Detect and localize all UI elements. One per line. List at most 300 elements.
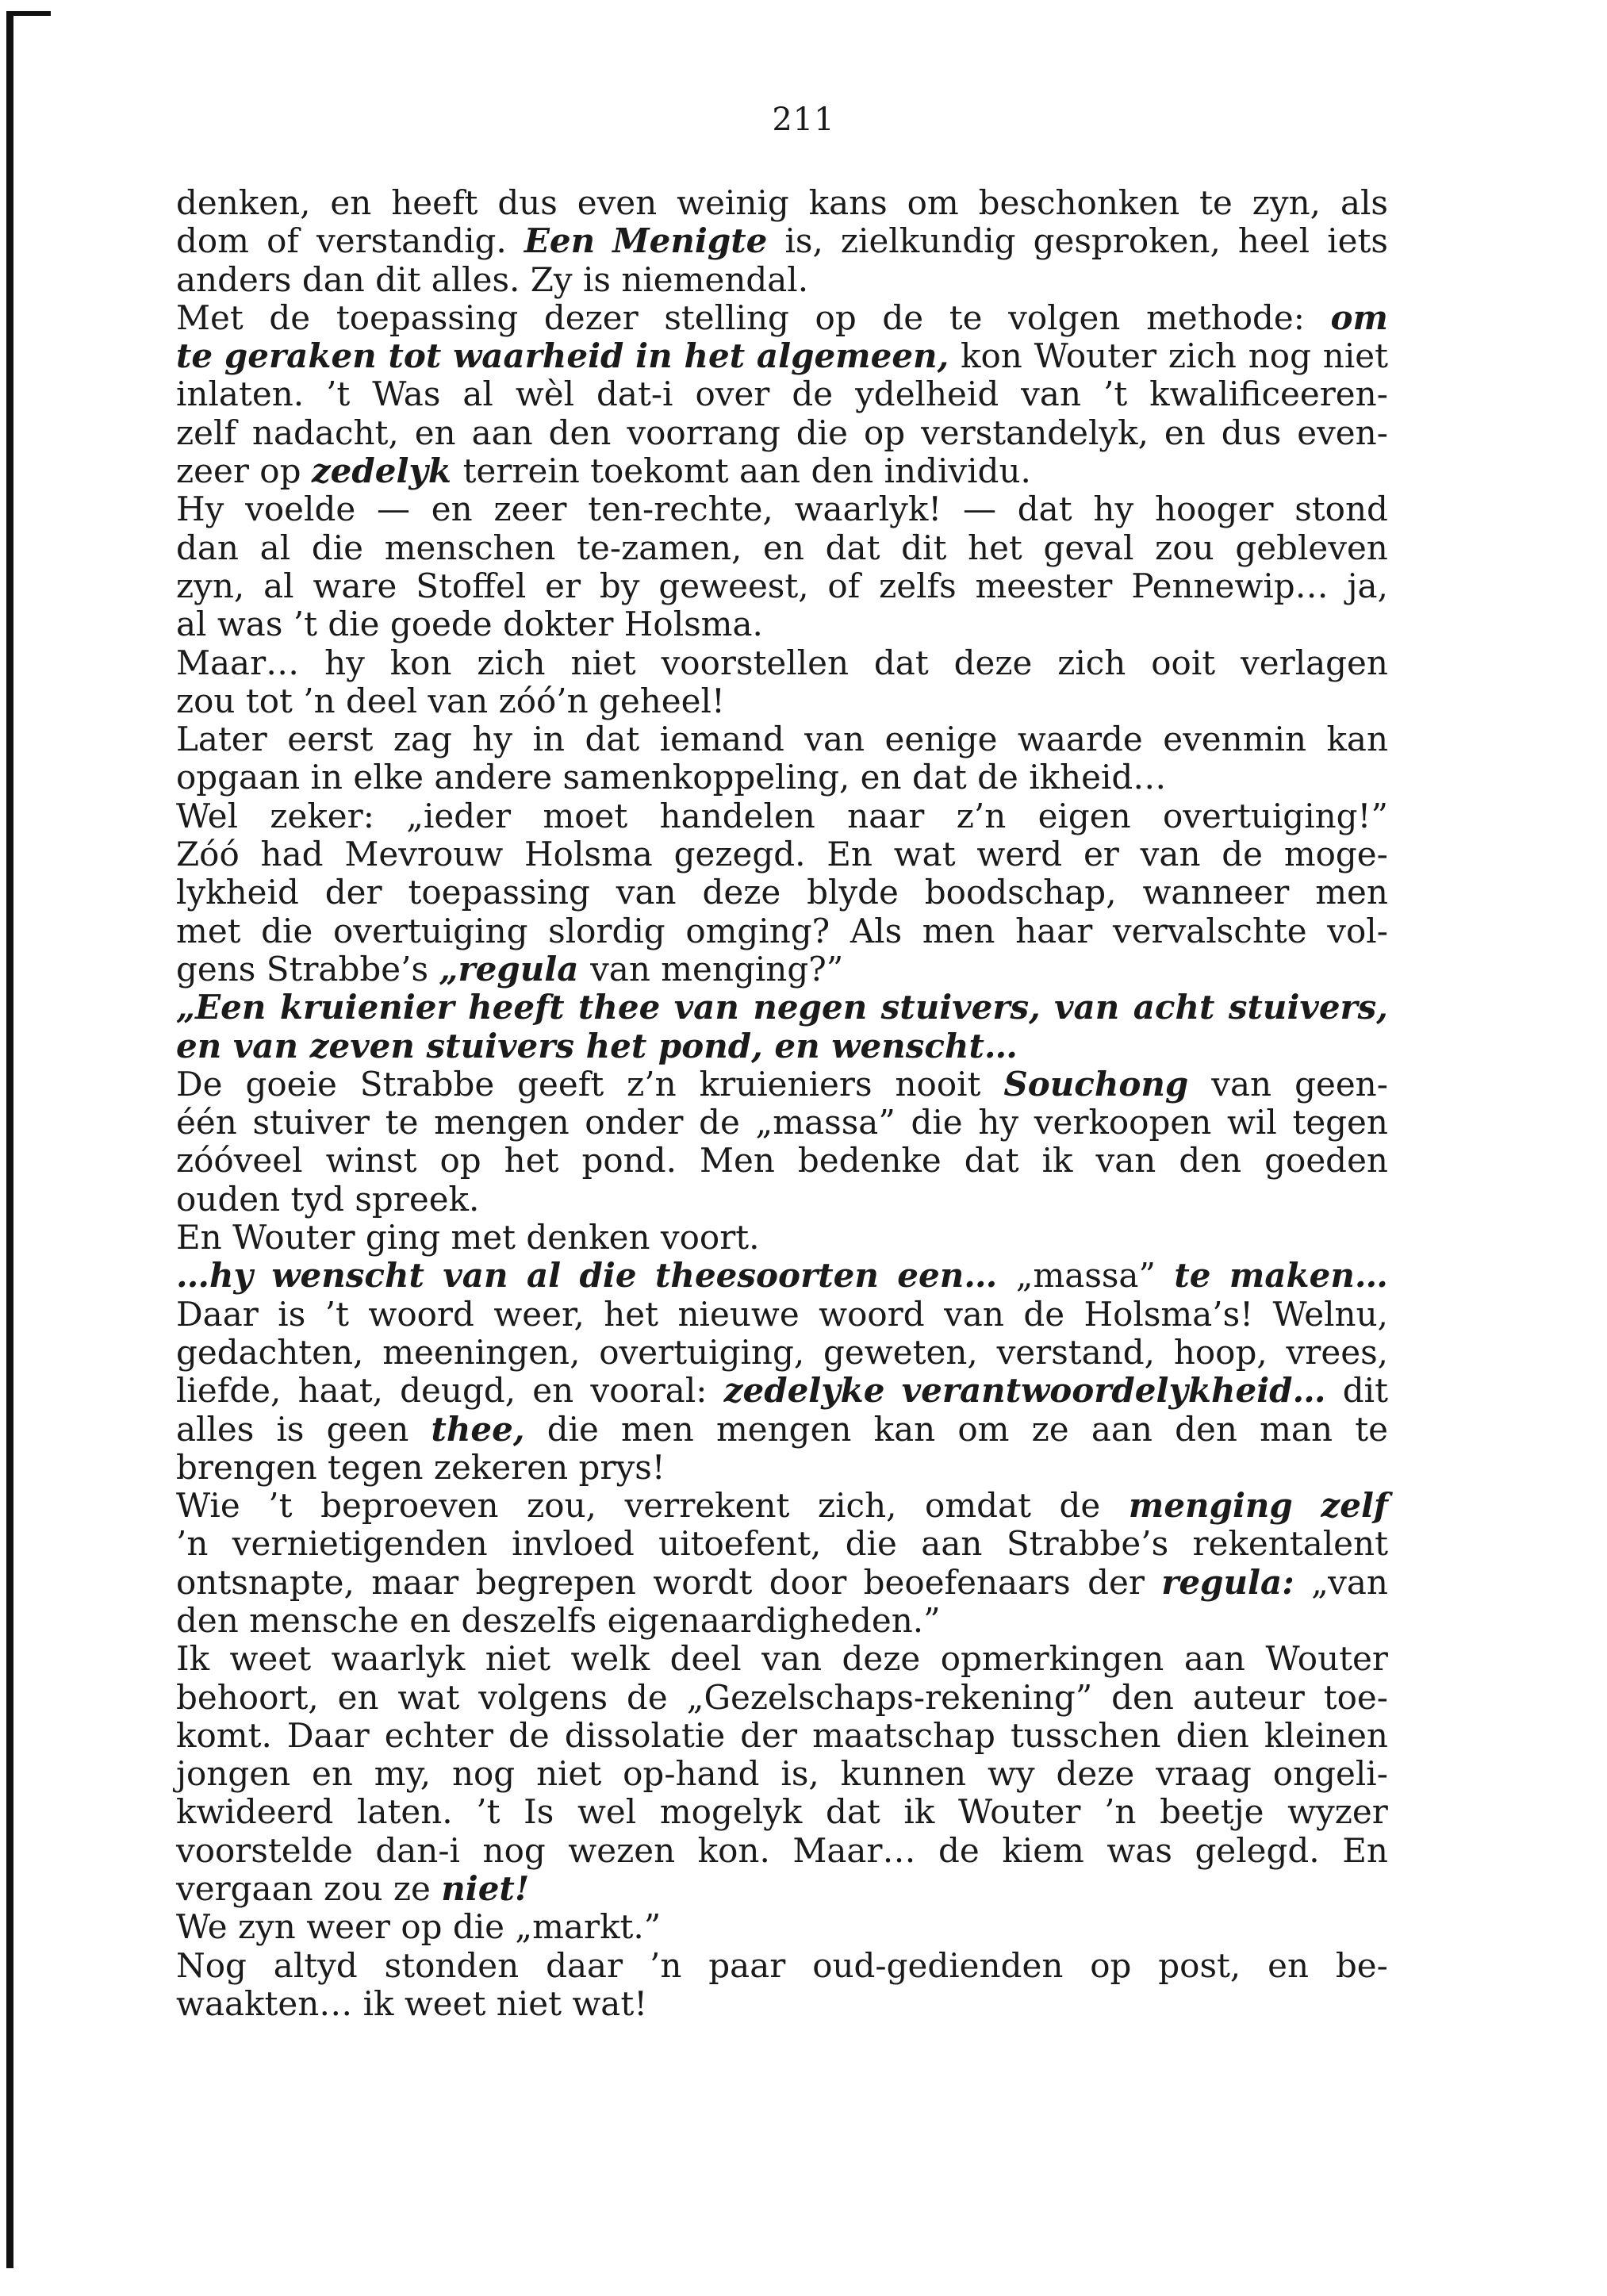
- text-line: [176, 989, 1388, 1027]
- word: was: [217, 605, 293, 644]
- word: zedelyke: [723, 1371, 885, 1411]
- word: over: [695, 374, 770, 414]
- word: eerst: [287, 720, 374, 759]
- word: zich: [1057, 643, 1126, 682]
- word: aan: [921, 1524, 983, 1564]
- word: op: [439, 1141, 481, 1181]
- word: methode:: [1146, 298, 1305, 337]
- word: ’t: [1103, 374, 1128, 414]
- text-line: [176, 1870, 1388, 1908]
- word: maken…: [1229, 1256, 1388, 1296]
- word: terrein: [462, 451, 591, 491]
- text-line: [176, 1487, 1388, 1525]
- word: zeker:: [270, 796, 374, 835]
- word: Souchong: [1003, 1064, 1189, 1104]
- text-line: [176, 682, 1388, 720]
- text-line: [176, 1602, 1388, 1640]
- word: ’t: [476, 1792, 501, 1832]
- word: niet!: [441, 1869, 530, 1909]
- word: welk: [570, 1639, 650, 1679]
- word: zich,: [817, 1486, 897, 1526]
- word: kan: [873, 1409, 936, 1449]
- word: onder: [585, 1103, 684, 1142]
- word: die: [911, 1103, 963, 1142]
- word: denken: [526, 1218, 661, 1257]
- text-line: [176, 414, 1388, 452]
- word: niet: [570, 643, 636, 682]
- word: zeer: [176, 451, 260, 491]
- word: te: [385, 1103, 419, 1142]
- word: ging: [365, 1218, 451, 1257]
- word: den: [811, 451, 884, 491]
- word: ooit: [1151, 643, 1216, 682]
- word: waarlyk!: [794, 490, 942, 529]
- word: wy: [987, 1754, 1035, 1794]
- word: kiem: [1002, 1830, 1084, 1870]
- word: geraken: [224, 336, 377, 376]
- word: vooral:: [590, 1371, 708, 1411]
- word: dat: [964, 1141, 1019, 1181]
- word: anders: [176, 259, 302, 299]
- word: voorrang: [627, 413, 780, 452]
- word: had: [260, 835, 324, 874]
- text-line: [176, 261, 1388, 299]
- word: maar: [371, 1562, 459, 1602]
- word: kon.: [697, 1830, 770, 1870]
- text-line: [176, 1449, 1388, 1487]
- word: algemeen,: [756, 336, 949, 376]
- word: men: [1315, 873, 1388, 912]
- word: zelf: [176, 413, 236, 452]
- word: dan-i: [375, 1830, 460, 1870]
- word: te: [949, 298, 983, 337]
- word: hy: [1093, 490, 1134, 529]
- word: wyzer: [1287, 1792, 1388, 1832]
- word: ik: [362, 1983, 405, 2023]
- word: Wie: [176, 1486, 240, 1526]
- word: dat: [585, 720, 640, 759]
- word: van: [673, 988, 739, 1027]
- word: de: [1222, 835, 1264, 874]
- word: regula:: [1161, 1562, 1294, 1602]
- word: tusschen: [1011, 1715, 1161, 1755]
- word: en: [409, 1600, 462, 1640]
- word: verlagen: [1241, 643, 1388, 682]
- word: ware: [313, 566, 397, 605]
- word: gebleven: [1235, 528, 1388, 567]
- word: zou: [176, 681, 246, 720]
- word: dan: [176, 528, 239, 567]
- word: dat: [1017, 490, 1072, 529]
- word: Met: [176, 298, 244, 337]
- word: ’t: [326, 374, 351, 414]
- word: de: [977, 758, 1030, 797]
- word: van: [590, 949, 662, 989]
- word: beoefenaars: [863, 1562, 1071, 1602]
- word: mogelyk: [659, 1792, 803, 1832]
- word: den: [1175, 1409, 1237, 1449]
- word: zeer: [493, 490, 567, 529]
- word: wat: [397, 1677, 460, 1717]
- word: wil: [1226, 1103, 1277, 1142]
- word: zelfs: [879, 566, 957, 605]
- text-line: [176, 1717, 1388, 1755]
- word: prys!: [578, 1447, 665, 1487]
- word: Holsma’s!: [1083, 1294, 1254, 1334]
- word: geweten,: [823, 1332, 978, 1372]
- word: wat: [893, 835, 956, 874]
- word: van: [232, 1026, 310, 1065]
- text-line: [176, 1372, 1388, 1410]
- word: ’t: [293, 605, 328, 644]
- word: ten-rechte,: [588, 490, 773, 529]
- word: wenscht…: [831, 1026, 1018, 1065]
- word: er: [1083, 835, 1119, 874]
- word: nadacht,: [251, 413, 399, 452]
- word: Strabbe’s: [266, 949, 439, 989]
- word: geweest,: [658, 566, 809, 605]
- word: brengen: [176, 1447, 328, 1487]
- word: zelf: [1321, 1486, 1388, 1526]
- word: ongeli-: [1272, 1754, 1388, 1794]
- word: moet: [543, 796, 628, 835]
- text-line: [176, 1142, 1388, 1180]
- word: die: [796, 413, 848, 452]
- word: ja,: [1347, 566, 1388, 605]
- word: stonden: [384, 1945, 520, 1985]
- word: waakten…: [176, 1983, 363, 2023]
- word: verkoopen: [1034, 1103, 1212, 1142]
- scan-border-left: [6, 11, 13, 2268]
- word: men: [922, 911, 995, 950]
- word: dat: [873, 643, 929, 682]
- word: Als: [850, 911, 903, 950]
- word: Wel: [176, 796, 239, 835]
- word: goeden: [1264, 1141, 1388, 1181]
- word: Maar…: [792, 1830, 916, 1870]
- word: beschonken: [978, 183, 1180, 222]
- word: niet: [496, 1983, 573, 2023]
- word: rekentalent: [1192, 1524, 1388, 1564]
- word: en: [312, 1754, 353, 1794]
- word: door: [769, 1562, 847, 1602]
- word: dit: [375, 259, 431, 299]
- word: wanneer: [1142, 873, 1290, 912]
- word: beproeven: [320, 1486, 499, 1526]
- word: in: [532, 720, 566, 759]
- text-line: [176, 1065, 1388, 1104]
- word: alles: [176, 1409, 255, 1449]
- word: kwalificeeren-: [1149, 374, 1388, 414]
- word: Welnu,: [1272, 1294, 1388, 1334]
- word: niet: [536, 1754, 602, 1794]
- word: Daar: [176, 1294, 259, 1334]
- word: de: [938, 1830, 980, 1870]
- word: verstandelyk,: [921, 413, 1149, 452]
- word: ’t: [268, 1486, 293, 1526]
- text-line: [176, 950, 1388, 989]
- word: ik: [903, 1792, 935, 1832]
- word: en: [337, 1677, 379, 1717]
- word: om: [1330, 298, 1388, 337]
- word: Holsma.: [623, 605, 763, 644]
- text-line: [176, 1411, 1388, 1449]
- word: spreek.: [355, 1179, 480, 1219]
- text-line: [176, 184, 1388, 222]
- word: gens: [176, 949, 267, 989]
- word: om: [907, 183, 959, 222]
- word: deszelfs: [461, 1600, 608, 1640]
- word: weet: [404, 1983, 497, 2023]
- word: by: [599, 566, 640, 605]
- word: heel: [1237, 221, 1310, 261]
- word: kan: [1326, 720, 1388, 759]
- word: kon: [389, 643, 452, 682]
- word: hy: [978, 1103, 1019, 1142]
- word: op: [401, 1907, 453, 1947]
- word: „massa”: [1015, 1256, 1156, 1296]
- word: vervalschte: [1112, 911, 1307, 950]
- word: zag: [393, 720, 452, 759]
- word: den: [176, 1600, 250, 1640]
- word: blyde: [807, 873, 899, 912]
- word: overtuiging: [332, 911, 528, 950]
- word: zedelyk: [311, 451, 463, 491]
- word: tyd: [290, 1179, 355, 1219]
- word: slordig: [548, 911, 665, 950]
- word: een…: [897, 1256, 998, 1296]
- word: dokter: [502, 605, 624, 644]
- word: deze: [842, 1639, 921, 1679]
- word: invloed: [512, 1524, 635, 1564]
- word: van: [443, 1256, 508, 1296]
- text-line: [176, 758, 1388, 797]
- word: jongen: [176, 1754, 291, 1794]
- word: kon: [961, 336, 1022, 376]
- word: op: [259, 451, 312, 491]
- word: toe-: [1323, 1677, 1388, 1717]
- text-line: [176, 1257, 1388, 1295]
- word: woord: [819, 1294, 925, 1334]
- word: hoop,: [1173, 1332, 1268, 1372]
- word: waarde: [1017, 720, 1143, 759]
- word: die: [261, 911, 313, 950]
- word: dan: [301, 259, 376, 299]
- word: zou: [1155, 528, 1214, 567]
- word: het: [504, 1141, 559, 1181]
- word: Zy: [530, 259, 583, 299]
- word: men: [621, 1409, 694, 1449]
- word: eigen: [1037, 796, 1131, 835]
- word: de: [627, 1677, 668, 1717]
- text-line: [176, 720, 1388, 758]
- word: …hy: [176, 1256, 253, 1296]
- word: haat,: [297, 1371, 383, 1411]
- word: zielkundig: [840, 221, 1016, 261]
- word: deze: [1056, 1754, 1135, 1794]
- word: voelde: [245, 490, 356, 529]
- word: individu.: [884, 451, 1031, 491]
- word: op: [863, 413, 906, 452]
- text-line: [176, 222, 1388, 260]
- word: ’n: [650, 1945, 682, 1985]
- word: de: [699, 1103, 740, 1142]
- word: zóóveel: [176, 1141, 303, 1181]
- word: en: [1268, 1945, 1310, 1985]
- word: „Gezelschaps-rekening”: [686, 1677, 1093, 1717]
- word: Wouter: [1034, 336, 1157, 376]
- word: der: [740, 1715, 798, 1755]
- word: der: [324, 873, 382, 912]
- word: ’n: [303, 681, 346, 720]
- word: op-hand: [623, 1754, 760, 1794]
- word: vergaan: [176, 1869, 324, 1909]
- word: meeningen,: [382, 1332, 581, 1372]
- word: van: [428, 681, 499, 720]
- word: daar: [546, 1945, 623, 1985]
- text-line: [176, 529, 1388, 567]
- word: Wouter: [957, 1792, 1081, 1832]
- word: woord: [368, 1294, 474, 1334]
- word: thee,: [431, 1409, 525, 1449]
- word: heeft: [468, 988, 565, 1027]
- word: wordt: [653, 1562, 753, 1602]
- word: toepassing: [336, 298, 519, 337]
- word: be-: [1335, 1945, 1388, 1985]
- word: Later: [176, 720, 267, 759]
- word: Nog: [176, 1945, 247, 1985]
- word: ikheid…: [1029, 758, 1167, 797]
- word: dom: [176, 221, 249, 261]
- word: ze: [1031, 1409, 1069, 1449]
- word: Was: [372, 374, 441, 414]
- word: theesoorten: [655, 1256, 879, 1296]
- text-line: [176, 1296, 1388, 1334]
- text-line: [176, 1334, 1388, 1372]
- text-line: [176, 835, 1388, 873]
- word: begrepen: [475, 1562, 636, 1602]
- word: zyn: [237, 1907, 307, 1947]
- word: kleinen: [1264, 1715, 1388, 1755]
- word: echter: [384, 1715, 493, 1755]
- text-line: [176, 605, 1388, 643]
- word: Strabbe: [359, 1064, 495, 1104]
- word: in: [310, 758, 354, 797]
- word: goede: [389, 605, 503, 644]
- word: als: [1340, 183, 1388, 222]
- word: weet: [229, 1639, 312, 1679]
- word: van: [761, 1639, 822, 1679]
- word: zekeren: [433, 1447, 579, 1487]
- word: man: [1260, 1409, 1333, 1449]
- word: eigenaardigheden.”: [607, 1600, 941, 1640]
- word: die: [845, 1524, 897, 1564]
- word: andere: [434, 758, 563, 797]
- word: „Een: [176, 988, 267, 1027]
- word: Wouter: [232, 1218, 366, 1257]
- word: inlaten.: [176, 374, 305, 414]
- word: „markt.”: [515, 1907, 662, 1947]
- word: al: [176, 605, 217, 644]
- text-line: [176, 1564, 1388, 1602]
- word: de: [792, 374, 834, 414]
- word: boodschap,: [924, 873, 1117, 912]
- word: die: [311, 528, 364, 567]
- word: nog: [482, 1830, 546, 1870]
- word: „van: [1311, 1562, 1388, 1602]
- word: en: [763, 528, 804, 567]
- word: wel: [577, 1792, 637, 1832]
- word: er: [545, 566, 581, 605]
- word: wèl: [515, 374, 575, 414]
- word: behoort,: [176, 1677, 319, 1717]
- word: te: [176, 336, 213, 376]
- word: stuivers,: [880, 988, 1041, 1027]
- word: geheel!: [599, 681, 725, 720]
- word: den: [548, 413, 612, 452]
- word: even: [577, 183, 658, 222]
- word: Pennewip…: [1131, 566, 1329, 605]
- word: acht: [1133, 988, 1215, 1027]
- word: ik: [1041, 1141, 1073, 1181]
- word: kruieniers: [699, 1064, 873, 1104]
- word: zou: [324, 1869, 393, 1909]
- text-line: [176, 1755, 1388, 1793]
- word: We: [176, 1907, 238, 1947]
- word: op: [815, 298, 857, 337]
- word: en: [414, 413, 456, 452]
- word: stuivers,: [1228, 988, 1388, 1027]
- word: niemendal.: [621, 259, 809, 299]
- word: zeven: [309, 1026, 427, 1065]
- word: deze: [953, 643, 1033, 682]
- word: Wouter: [1265, 1639, 1388, 1679]
- word: Men: [699, 1141, 775, 1181]
- word: komt.: [176, 1715, 272, 1755]
- word: van: [1021, 374, 1081, 414]
- word: laten.: [357, 1792, 453, 1832]
- word: en: [431, 490, 473, 529]
- word: op: [1090, 1945, 1132, 1985]
- word: waarheid: [453, 336, 624, 376]
- word: dus: [1221, 413, 1282, 452]
- word: om: [957, 1409, 1010, 1449]
- text-line: [176, 1104, 1388, 1142]
- word: geeft: [517, 1064, 604, 1104]
- word: en: [532, 1371, 574, 1411]
- word: is: [582, 259, 622, 299]
- word: de: [508, 1715, 550, 1755]
- word: niet: [1322, 336, 1388, 376]
- word: of: [827, 566, 861, 605]
- word: den: [1111, 1677, 1174, 1717]
- word: Hy: [176, 490, 224, 529]
- word: winst: [325, 1141, 417, 1181]
- word: post,: [1158, 1945, 1241, 1985]
- word: aan: [1183, 1639, 1245, 1679]
- word: thee: [577, 988, 661, 1027]
- text-line: [176, 1679, 1388, 1717]
- word: verantwoordelykheid…: [901, 1371, 1326, 1411]
- word: wenscht: [271, 1256, 424, 1296]
- word: weinig: [677, 183, 789, 222]
- word: toekomt: [590, 451, 739, 491]
- word: Maar…: [176, 643, 300, 682]
- word: die: [547, 1409, 599, 1449]
- word: En: [176, 1218, 233, 1257]
- word: van: [1211, 1064, 1272, 1104]
- word: geen: [326, 1409, 409, 1449]
